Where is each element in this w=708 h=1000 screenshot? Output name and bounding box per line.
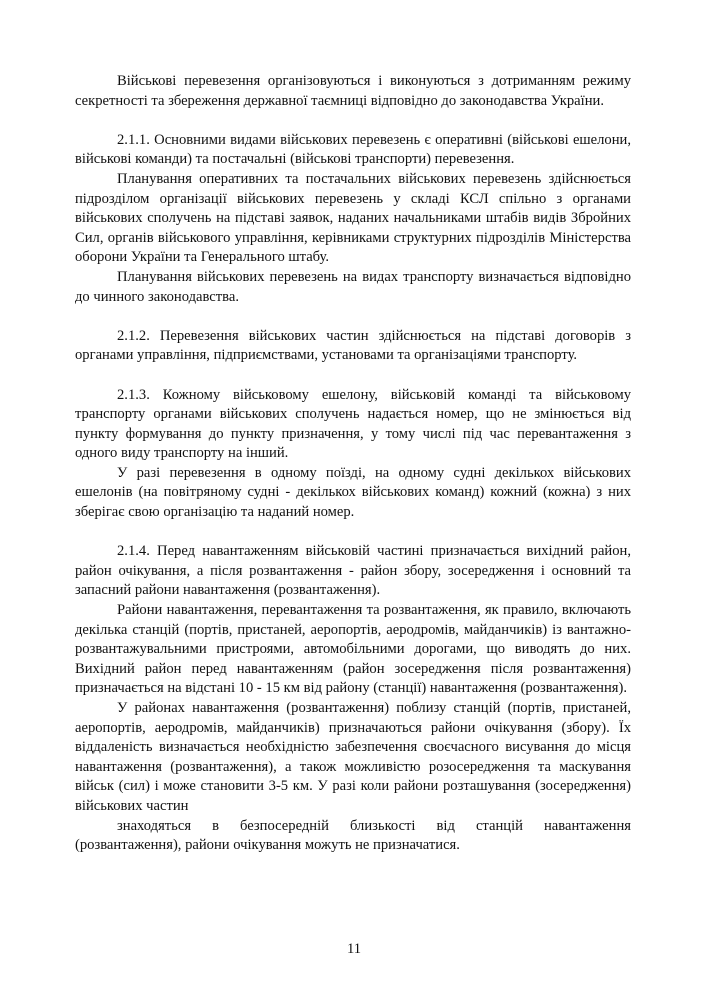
page-number: 11 — [346, 941, 362, 957]
document-body — [75, 72, 631, 856]
paragraph-2-1-1: 2.1.1. Основними видами військових перевезень є оперативні (військові ешелони, військові команди) та постачальні (військові транспорти) перевезення. — [75, 131, 631, 168]
paragraph-2-1-4: 2.1.4. Перед навантаженням військовій частині призначається вихідний район, район очікування, а після розвантаження - район збору, зосередження і основний та запасний райони навантаження (розвантаження). — [75, 543, 631, 599]
paragraph-planning-law: Планування військових перевезень на видах транспорту визначається відповідно до чинного законодавства. — [75, 268, 631, 305]
paragraph-2-1-3: 2.1.3. Кожному військовому ешелону, військовій команді та військовому транспорту органами військових сполучень надається номер, що не змінюється від пункту формування до пункту призначення, у тому числі під час перевантаження з одного виду транспорту на інший. — [75, 386, 631, 462]
paragraph-proximity: знаходяться в безпосередній близькості від станцій навантаження (розвантаження), райони очікування можуть не призначатися. — [75, 817, 631, 854]
paragraph-loading-areas: Райони навантаження, перевантаження та розвантаження, як правило, включають декілька станцій (портів, пристаней, аеропортів, аеродромів, майданчиків) із вантажно-розвантажувальними пристроями, автомобільними дорогами, що виводять до них. Вихідний район перед навантаженням (район зосередження після розвантаження) призначається на відстані 10 - 15 км від району (станції) навантаження (розвантаження). — [75, 602, 631, 697]
paragraph-intro: Військові перевезення організовуються і виконуються з дотриманням режиму секретності та збереження державної таємниці відповідно до законодавства України. — [75, 73, 631, 109]
paragraph-waiting-areas: У районах навантаження (розвантаження) поблизу станцій (портів, пристаней, аеропортів, аеродромів, майданчиків) призначаються райони очікування (збору). Їх віддаленість визначається необхідністю забезпечення своєчасного висування до місця навантаження (розвантаження), а також можливістю розосередження та маскування військ (сил) і може становити 3-5 км. У разі коли райони розташування (зосередження) військових частин — [75, 700, 631, 814]
paragraph-2-1-2: 2.1.2. Перевезення військових частин здійснюється на підставі договорів з органами управління, підприємствами, установами та організаціями транспорту. — [75, 327, 631, 364]
paragraph-single-train: У разі перевезення в одному поїзді, на одному судні декількох військових ешелонів (на повітряному судні - декількох військових команд) кожний (кожна) з них зберігає свою організацію та наданий номер. — [75, 464, 631, 521]
paragraph-planning: Планування оперативних та постачальних військових перевезень здійснюється підрозділом організації військових перевезень у складі КСЛ спільно з органами військових сполучень на підставі заявок, наданих начальниками штабів видів Збройних Сил, органів військового управління, керівниками структурних підрозділів Міністерства оборони України та Генерального штабу. — [75, 170, 631, 266]
